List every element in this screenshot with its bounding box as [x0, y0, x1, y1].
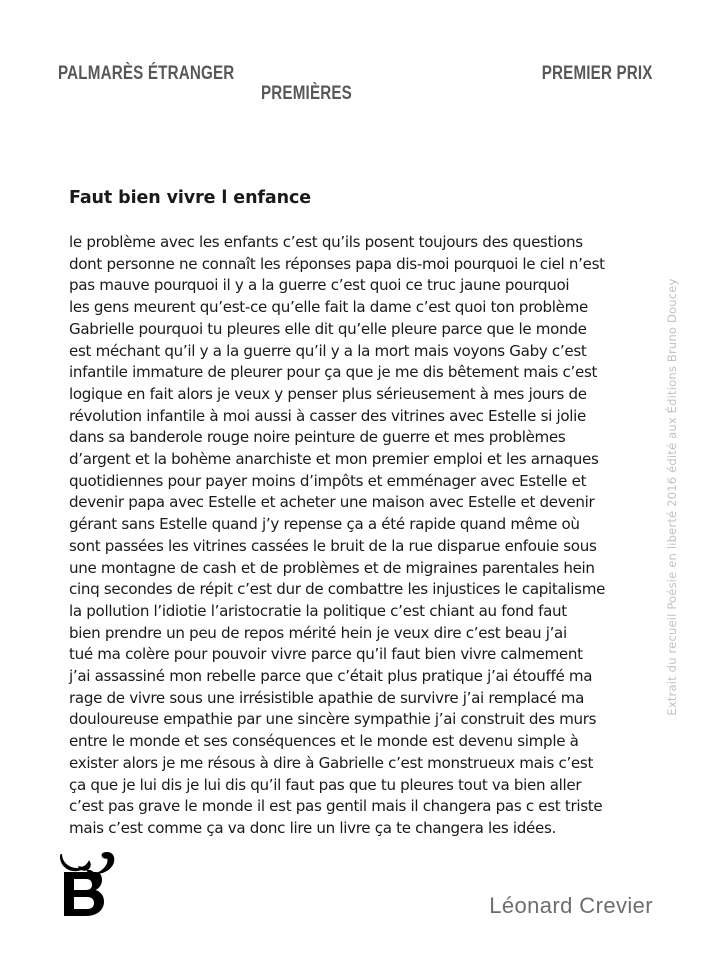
poem-line: tué ma colère pour pouvoir vivre parce qu’il faut bien vivre calmement [69, 645, 583, 664]
poem-line: Gabrielle pourquoi tu pleures elle dit qu’elle pleure parce que le monde [69, 319, 587, 338]
poem-line: devenir papa avec Estelle et acheter une maison avec Estelle et devenir [69, 493, 595, 512]
poem-line: logique en fait alors je veux y penser plus sérieusement à mes jours de [69, 384, 587, 403]
poem-line: infantile immature de pleurer pour ça que je me dis bêtement mais c’est [69, 363, 598, 382]
poem-line: exister alors je me résous à dire à Gabrielle c’est monstrueux mais c’est [69, 753, 594, 772]
header-subcategory-label: PREMIÈRES [261, 83, 352, 104]
source-credit [659, 232, 685, 762]
publisher-b-mark-icon [56, 848, 118, 918]
poem-line: rage de vivre sous une irrésistible apathie de survivre j’ai remplacé ma [69, 688, 585, 707]
poem-line: révolution infantile à moi aussi à casser des vitrines avec Estelle si jolie [69, 406, 586, 425]
poem-line: les gens meurent qu’est-ce qu’elle fait la dame c’est quoi ton problème [69, 298, 588, 317]
poem-line: bien prendre un peu de repos mérité hein je veux dire c’est beau j’ai [69, 623, 567, 642]
poem-line: j’ai assassiné mon rebelle parce que c’était plus pratique j’ai étouffé ma [69, 667, 593, 686]
poem-body [69, 232, 644, 840]
header-right-group [514, 64, 653, 90]
poem-line: sont passées les vitrines cassées le bruit de la rue disparue enfouie sous [69, 536, 597, 555]
poem-line: une montagne de cash et de problèmes et de migraines parentales hein [69, 558, 595, 577]
poem-line: gérant sans Estelle quand j’y repense ça a été rapide quand même où [69, 515, 580, 534]
poem-line: d’argent et la bohème anarchiste et mon premier emploi et les arnaques [69, 450, 599, 469]
poem-line: quotidiennes pour payer moins d’impôts et emménager avec Estelle et [69, 471, 587, 490]
poem-line: douloureuse empathie par une sincère sympathie j’ai construit des murs [69, 710, 597, 729]
header-left-group [58, 64, 388, 114]
poem-line: entre le monde et ses conséquences et le monde est devenu simple à [69, 732, 579, 751]
poem-line: pas mauve pourquoi il y a la guerre c’est quoi ce truc jaune pourquoi [69, 276, 570, 295]
source-credit-text: Extrait du recueil Poésie en liberté 2016 édité aux Éditions Bruno Doucey [665, 278, 679, 716]
poem-line: est méchant qu’il y a la guerre qu’il y a la mort mais voyons Gaby c’est [69, 341, 587, 360]
editions-bruno-doucey-logo [56, 848, 118, 918]
poem-line: mais c’est comme ça va donc lire un livre ça te changera les idées. [69, 818, 557, 837]
header-category-label: PALMARÈS ÉTRANGER [58, 63, 235, 84]
poem-line: c’est pas grave le monde il est pas gentil mais il changera pas c est triste [69, 797, 603, 816]
poem-line: cinq secondes de répit c’est dur de combattre les injustices le capitalisme [69, 580, 606, 599]
poem-line: la pollution l’idiotie l’aristocratie la politique c’est chiant au fond faut [69, 601, 567, 620]
poem-line: ça que je lui dis je lui dis qu’il faut pas que tu pleures tout va bien aller [69, 775, 582, 794]
poem-line: dont personne ne connaît les réponses papa dis-moi pourquoi le ciel n’est [69, 254, 605, 273]
poem-line: le problème avec les enfants c’est qu’ils posent toujours des questions [69, 233, 583, 251]
author-name: Léonard Crevier [489, 893, 653, 918]
poem-title: Faut bien vivre l enfance [69, 188, 312, 208]
poem-line: dans sa banderole rouge noire peinture de guerre et mes problèmes [69, 428, 566, 447]
header-award-label: PREMIER PRIX [542, 63, 653, 84]
